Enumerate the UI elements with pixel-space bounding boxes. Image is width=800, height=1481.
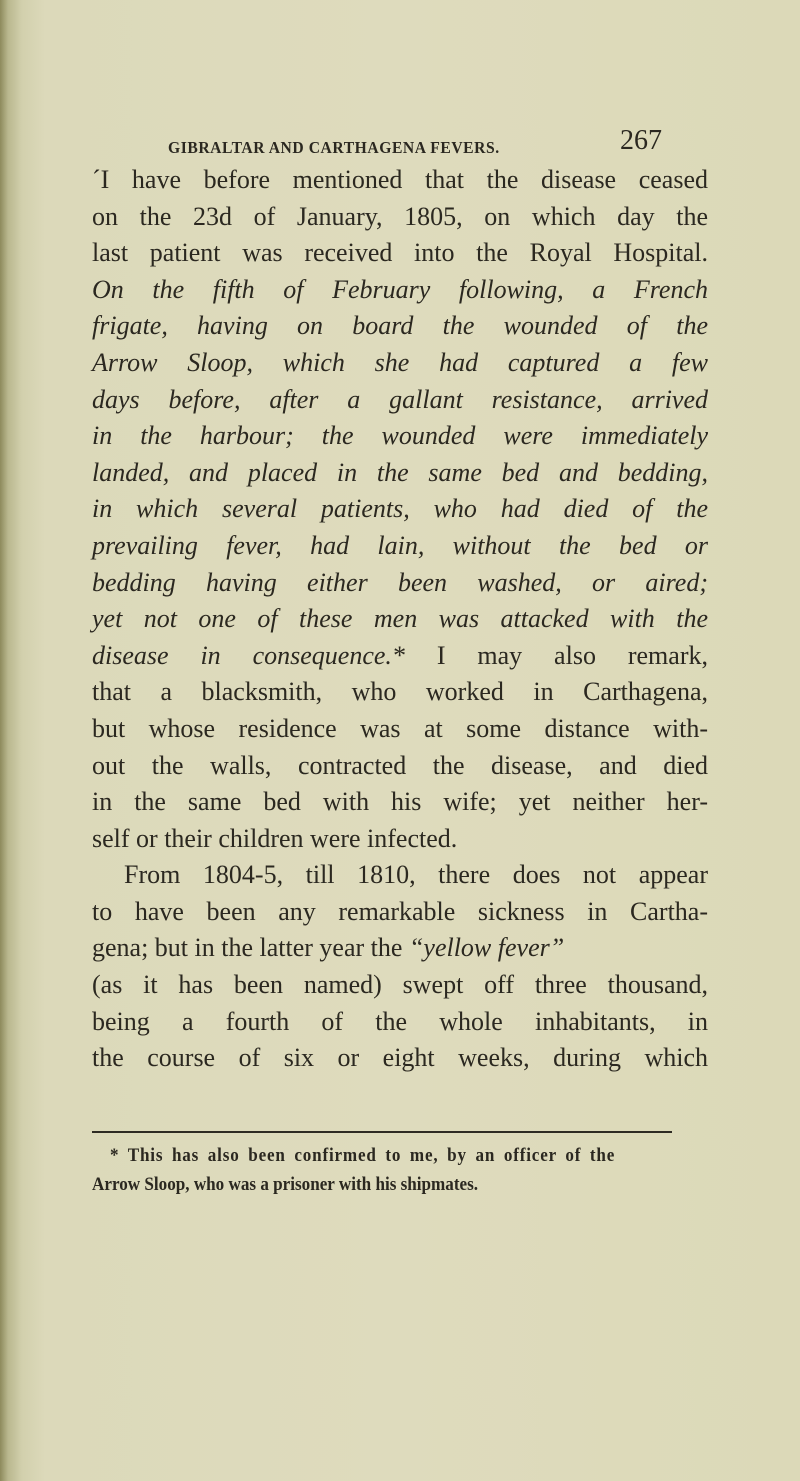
page-number: 267 bbox=[620, 125, 662, 156]
italic-text: On the fifth of February following, a French bbox=[92, 274, 708, 304]
text: on the 23d of January, 1805, on which day the bbox=[92, 201, 708, 231]
text-line bbox=[92, 857, 708, 894]
running-head: GIBRALTAR AND CARTHAGENA FEVERS. bbox=[168, 138, 500, 157]
text: in the same bed with his wife; yet neither her- bbox=[92, 787, 708, 817]
footnote-line: Arrow Sloop, who was a prisoner with his shipmates. bbox=[92, 1174, 479, 1195]
text-line bbox=[92, 784, 708, 821]
text: the course of six or eight weeks, during which bbox=[92, 1043, 708, 1073]
text-line bbox=[92, 272, 708, 309]
text-line bbox=[92, 199, 708, 236]
text-line bbox=[92, 638, 708, 675]
text-line bbox=[92, 418, 708, 455]
text-line bbox=[92, 162, 708, 199]
text: ´I have before mentioned that the disease ceased bbox=[92, 165, 708, 194]
body-text bbox=[92, 162, 708, 1077]
text-line bbox=[92, 967, 708, 1004]
text-line bbox=[92, 345, 708, 382]
italic-text: prevailing fever, had lain, without the bed or bbox=[92, 530, 708, 560]
text: I may also remark, bbox=[404, 640, 708, 670]
text: but whose residence was at some distance with- bbox=[92, 713, 708, 743]
text-line bbox=[92, 1040, 708, 1077]
italic-text: yet not one of these men was attacked with the bbox=[92, 604, 708, 634]
text: being a fourth of the whole inhabitants, in bbox=[92, 1006, 708, 1036]
footnote bbox=[92, 1141, 674, 1199]
text: to have been any remarkable sickness in Cartha- bbox=[92, 896, 708, 926]
footnote-divider bbox=[92, 1131, 672, 1133]
text-line bbox=[92, 1004, 708, 1041]
text: (as it has been named) swept off three thousand, bbox=[92, 970, 708, 1000]
text-line bbox=[92, 455, 708, 492]
italic-text: Arrow Sloop, which she had captured a few bbox=[92, 347, 708, 377]
text: last patient was received into the Royal Hospital. bbox=[92, 238, 708, 268]
text-line bbox=[92, 491, 708, 528]
text-line bbox=[92, 748, 708, 785]
text-line bbox=[92, 528, 708, 565]
text: out the walls, contracted the disease, and died bbox=[92, 750, 708, 780]
italic-text: in which several patients, who had died of the bbox=[92, 494, 708, 524]
footnote-line: * This has also been confirmed to me, by an officer of the bbox=[110, 1145, 616, 1166]
italic-text: landed, and placed in the same bed and bedding, bbox=[92, 457, 708, 487]
text-line bbox=[92, 308, 708, 345]
text-line bbox=[92, 382, 708, 419]
italic-text: days before, after a gallant resistance, arrived bbox=[92, 384, 708, 414]
text-line bbox=[92, 674, 708, 711]
text-line bbox=[92, 711, 708, 748]
text-line bbox=[92, 601, 708, 638]
text: gena; but in the latter year the bbox=[92, 933, 409, 963]
italic-text: in the harbour; the wounded were immediately bbox=[92, 421, 708, 451]
text-line bbox=[92, 930, 708, 967]
italic-text: disease in consequence.* bbox=[92, 640, 405, 670]
italic-text: “yellow fever” bbox=[408, 933, 565, 963]
page-header bbox=[168, 126, 678, 158]
text-line bbox=[92, 565, 708, 602]
italic-text: frigate, having on board the wounded of the bbox=[92, 311, 708, 341]
text-line bbox=[92, 821, 708, 858]
italic-text: bedding having either been washed, or aired; bbox=[92, 567, 708, 597]
text-line bbox=[92, 235, 708, 272]
text-line bbox=[92, 894, 708, 931]
text: From 1804-5, till 1810, there does not appear bbox=[124, 860, 708, 890]
text: that a blacksmith, who worked in Carthagena, bbox=[92, 677, 708, 707]
text: self or their children were infected. bbox=[92, 823, 458, 853]
